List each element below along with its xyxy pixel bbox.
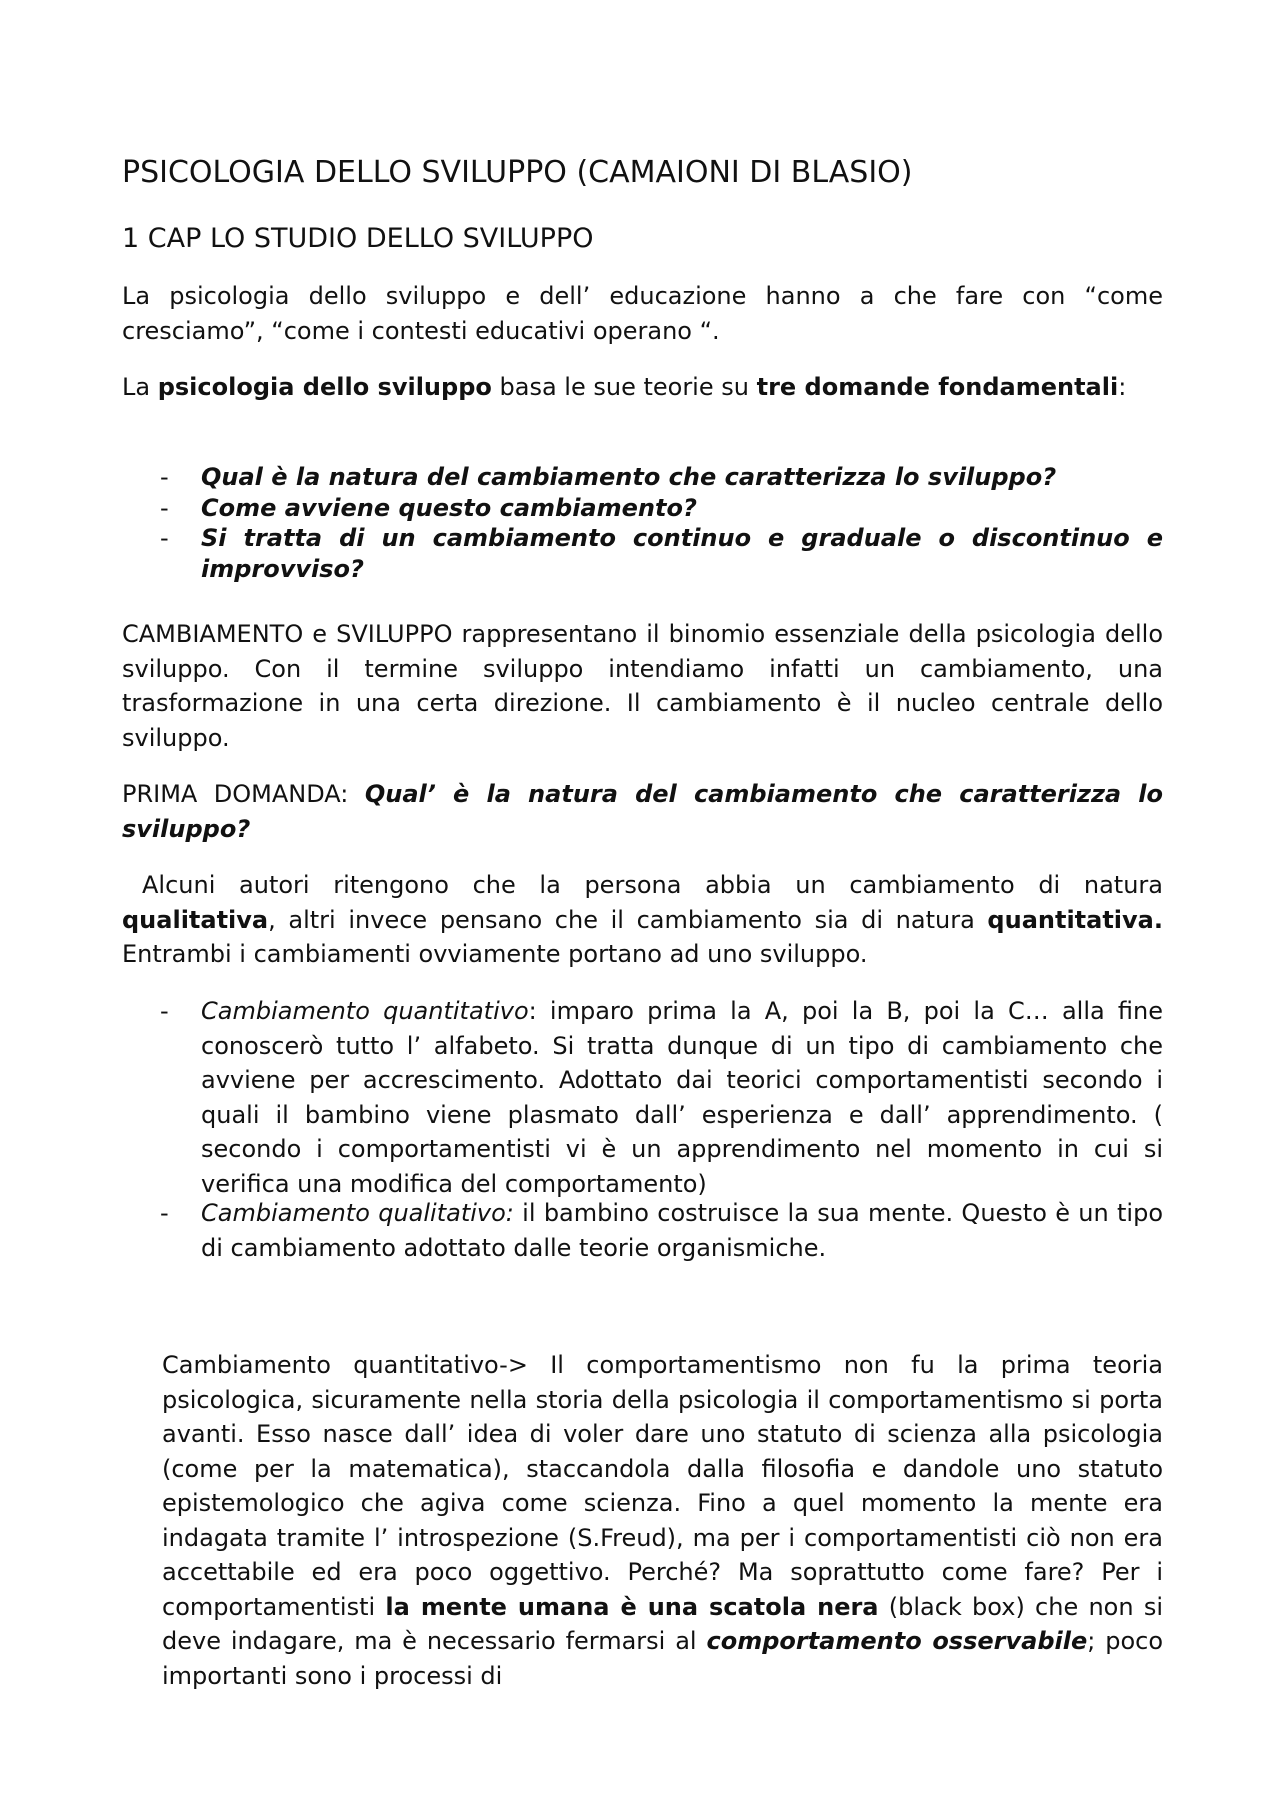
chapter-heading: 1 CAP LO STUDIO DELLO SVILUPPO <box>122 223 594 254</box>
first-question-paragraph: PRIMA DOMANDA: Qual’ è la natura del cambiamento che caratterizza lo sviluppo? <box>122 780 1163 843</box>
list-item: - Cambiamento qualitativo: il bambino costruisce la sua mente. Questo è un tipo di cambiamento adottato dalle teorie organismiche. <box>160 1199 1164 1262</box>
list-item: - Cambiamento quantitativo: imparo prima la A, poi la B, poi la C… alla fine conoscerò tutto l’ alfabeto. Si tratta dunque di un tipo di cambiamento che avviene per accrescimento. Adottato dai teorici comportamentisti secondo i quali il bambino viene plasmato dall’ esperienza e dall’ apprendimento. ( secondo i comportamentisti vi è un apprendimento nel momento in cui si verifica una modifica del comportamento) <box>160 997 1163 1198</box>
three-questions-paragraph: La psicologia dello sviluppo basa le sue teorie su tre domande fondamentali: <box>122 373 1127 401</box>
behaviorism-paragraph: Cambiamento quantitativo-> Il comportamentismo non fu la prima teoria psicologica, sicuramente nella storia della psicologia il comportamentismo si porta avanti. Esso nasce dall’ idea di voler dare uno statuto di scienza alla psicologia (come per la matematica), staccandola dalla filosofia e dandole uno statuto epistemologico che agiva come scienza. Fino a quel momento la mente era indagata tramite l’ introspezione (S.Freud), ma per i comportamentisti ciò non era accettabile ed era poco oggettivo. Perché? Ma soprattutto come fare? Per i comportamentisti la mente umana è una scatola nera (black box) che non si deve indagare, ma è necessario fermarsi al comportamento osservabile; poco importanti sono i processi di <box>162 1351 1164 1690</box>
list-item: - Come avviene questo cambiamento? <box>160 493 697 522</box>
list-item: - Qual è la natura del cambiamento che caratterizza lo sviluppo? <box>160 463 1057 491</box>
authors-paragraph: Alcuni autori ritengono che la persona abbia un cambiamento di natura qualitativa, altri invece pensano che il cambiamento sia di natura quantitativa. Entrambi i cambiamenti ovviamente portano ad uno sviluppo. <box>122 871 1163 968</box>
change-development-paragraph: CAMBIAMENTO e SVILUPPO rappresentano il binomio essenziale della psicologia dello sviluppo. Con il termine sviluppo intendiamo infatti un cambiamento, una trasformazione in una certa direzione. Il cambiamento è il nucleo centrale dello sviluppo. <box>122 620 1163 752</box>
document-title: PSICOLOGIA DELLO SVILUPPO (CAMAIONI DI BLASIO) <box>122 155 913 190</box>
questions-list <box>122 462 1163 584</box>
change-types-list <box>122 994 1163 1265</box>
list-item: - Si tratta di un cambiamento continuo e graduale o discontinuo e improvviso? <box>160 524 1163 583</box>
intro-paragraph: La psicologia dello sviluppo e dell’ educazione hanno a che fare con “come cresciamo”, “come i contesti educativi operano “. <box>122 282 1163 345</box>
